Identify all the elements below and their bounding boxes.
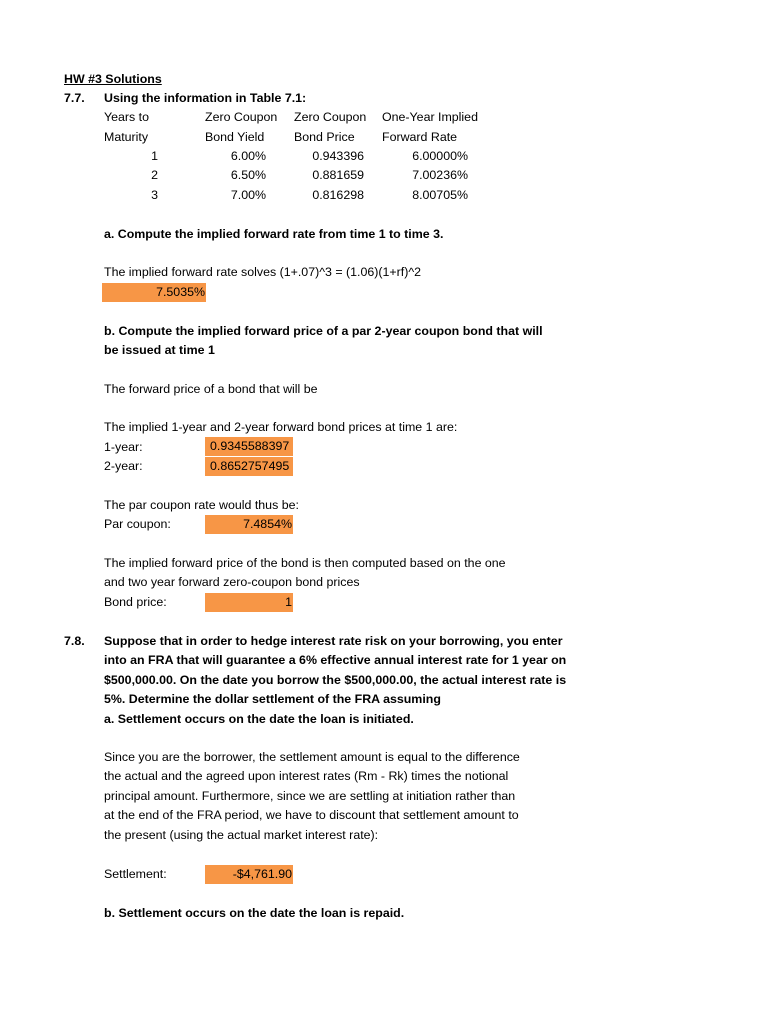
table-cell: 0.816298 [312, 188, 364, 202]
question-7-8-line: $500,000.00. On the date you borrow the $500,000.00, the actual interest rate is [104, 673, 567, 687]
explanation-line: at the end of the FRA period, we have to discount that settlement amount to [104, 808, 519, 822]
explanation-line: the actual and the agreed upon interest rates (Rm - Rk) times the notional [104, 769, 509, 783]
table-header-bond-yield: Bond Yield [205, 130, 265, 144]
explanation-line: principal amount. Furthermore, since we are settling at initiation rather than [104, 789, 516, 803]
table-cell: 2 [151, 168, 158, 182]
explanation-line: Since you are the borrower, the settlement amount is equal to the difference [104, 750, 520, 764]
two-year-forward-price: 0.8652757495 [205, 457, 293, 476]
table-cell: 6.50% [230, 168, 266, 182]
question-7-7-part-b-line-1: b. Compute the implied forward price of a par 2-year coupon bond that will [104, 324, 543, 338]
part-b-text-2: The implied 1-year and 2-year forward bond prices at time 1 are: [104, 420, 458, 434]
question-7-8-line: into an FRA that will guarantee a 6% effective annual interest rate for 1 year on [104, 653, 567, 667]
table-cell: 7.00% [230, 188, 266, 202]
document-title: HW #3 Solutions [64, 72, 162, 86]
part-b-text-1: The forward price of a bond that will be [104, 382, 318, 396]
question-7-8-line: 5%. Determine the dollar settlement of the FRA assuming [104, 692, 441, 706]
explanation-line: the present (using the actual market interest rate): [104, 828, 379, 842]
table-cell: 0.943396 [312, 149, 364, 163]
question-7-8-part-b: b. Settlement occurs on the date the loan is repaid. [104, 906, 405, 920]
settlement-label: Settlement: [104, 867, 167, 881]
question-number-7-8: 7.8. [64, 634, 85, 648]
table-cell: 0.881659 [312, 168, 364, 182]
table-header-bond-price: Bond Price [294, 130, 355, 144]
table-cell: 7.00236% [412, 168, 468, 182]
one-year-label: 1-year: [104, 440, 143, 454]
table-header-maturity: Maturity [104, 130, 149, 144]
question-number-7-7: 7.7. [64, 91, 85, 105]
table-header-zero-coupon-2: Zero Coupon [294, 110, 367, 124]
bond-price-value: 1 [205, 593, 293, 612]
bond-price-text-2: and two year forward zero-coupon bond prices [104, 575, 360, 589]
question-7-7-part-a: a. Compute the implied forward rate from time 1 to time 3. [104, 227, 444, 241]
settlement-value: -$4,761.90 [205, 865, 293, 884]
table-header-one-year-implied: One-Year Implied [382, 110, 478, 124]
bond-price-text-1: The implied forward price of the bond is then computed based on the one [104, 556, 506, 570]
par-coupon-value: 7.4854% [205, 515, 293, 534]
answer-implied-forward-rate: 7.5035% [102, 283, 206, 302]
table-cell: 6.00000% [412, 149, 468, 163]
par-coupon-label: Par coupon: [104, 517, 171, 531]
table-cell: 1 [151, 149, 158, 163]
question-7-8-part-a: a. Settlement occurs on the date the loan is initiated. [104, 712, 414, 726]
question-7-7-intro: Using the information in Table 7.1: [104, 91, 307, 105]
question-7-8-line: Suppose that in order to hedge interest rate risk on your borrowing, you enter [104, 634, 563, 648]
par-coupon-text: The par coupon rate would thus be: [104, 498, 299, 512]
part-a-explanation: The implied forward rate solves (1+.07)^3 = (1.06)(1+rf)^2 [104, 265, 422, 279]
table-header-years-to: Years to [104, 110, 150, 124]
table-cell: 8.00705% [412, 188, 468, 202]
one-year-forward-price: 0.9345588397 [205, 437, 293, 456]
bond-price-label: Bond price: [104, 595, 167, 609]
table-header-zero-coupon-1: Zero Coupon [205, 110, 278, 124]
question-7-7-part-b-line-2: be issued at time 1 [104, 343, 215, 357]
table-cell: 6.00% [230, 149, 266, 163]
two-year-label: 2-year: [104, 459, 143, 473]
table-header-forward-rate: Forward Rate [382, 130, 458, 144]
table-cell: 3 [151, 188, 158, 202]
